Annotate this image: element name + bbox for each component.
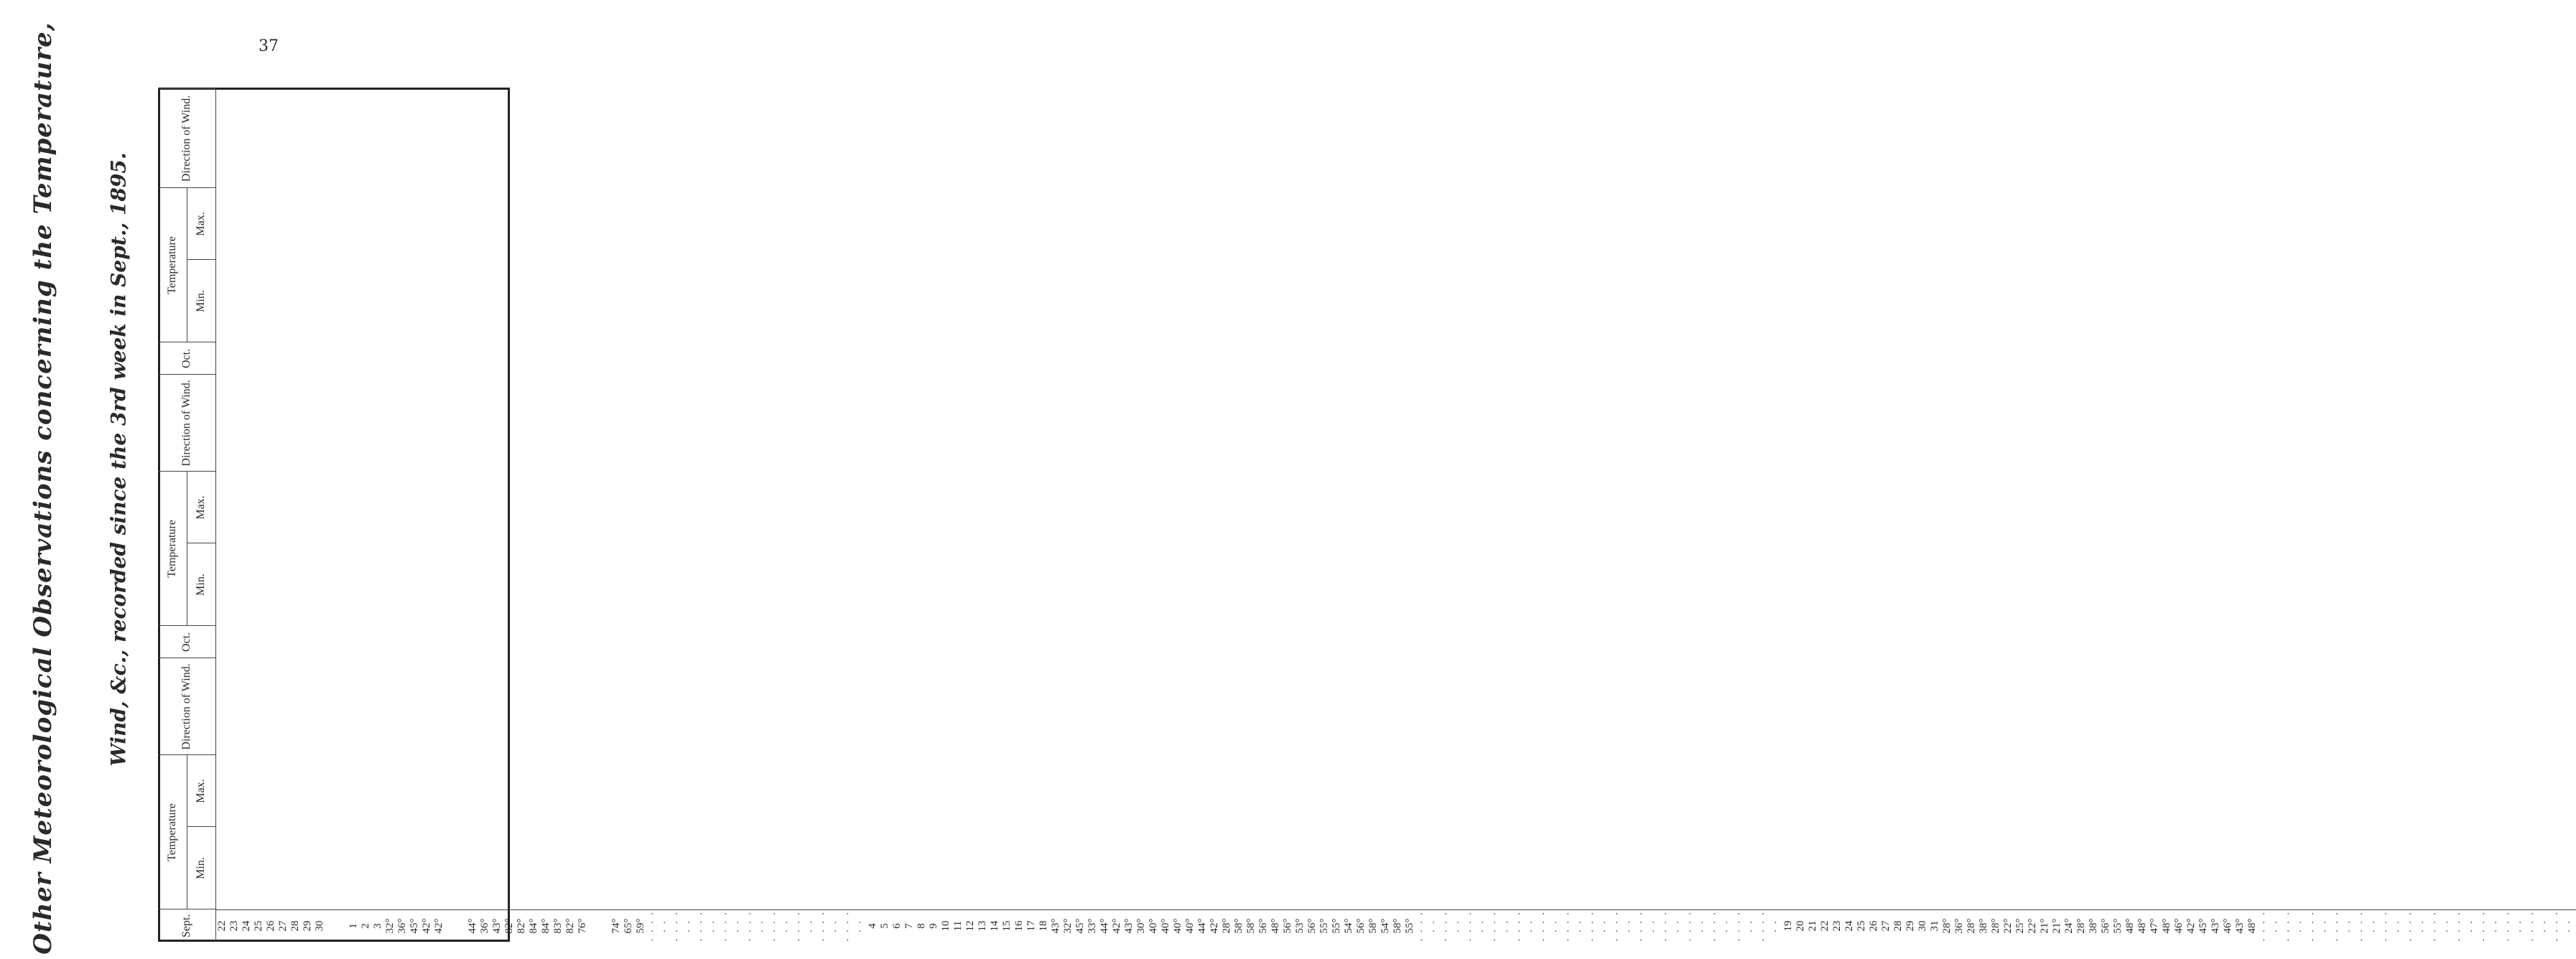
dotted-leader: · · · · · · <box>1538 910 1562 942</box>
header-min-1: Min. <box>187 827 215 909</box>
date-cell: 2 <box>359 923 371 929</box>
min-cell: 43° <box>1049 918 1061 934</box>
dotted-leader: · · · · · · <box>794 910 817 942</box>
dotted-leader: · · · · · · <box>2405 910 2429 942</box>
dotted-leader: · · · · · · <box>647 910 671 942</box>
max-cell: 56° <box>1306 918 1318 934</box>
min-cell: 42° <box>420 918 432 934</box>
dotted-leader: · · · · · · <box>1660 910 1684 942</box>
dotted-leader: · · · · · · <box>1685 910 1708 942</box>
max-cell: 56° <box>2099 918 2111 934</box>
date-cell: 27 <box>276 920 289 932</box>
max-cell: 55° <box>1318 918 1330 934</box>
max-cell: 42° <box>2185 918 2197 934</box>
min-cell: 42° <box>432 918 445 934</box>
date-cell: 16 <box>1013 920 1025 932</box>
dotted-leader: · · · · · · <box>696 910 720 942</box>
min-cell: 28° <box>1965 918 1977 934</box>
min-cell: 28° <box>2075 918 2087 934</box>
min-cell: 42° <box>1110 918 1122 934</box>
min-cell: 40° <box>1147 918 1159 934</box>
date-cell: 5 <box>878 923 891 929</box>
max-cell: 65° <box>622 918 634 934</box>
min-cell: 43° <box>1122 918 1135 934</box>
min-column <box>1050 909 1233 942</box>
max-cell: 56° <box>1281 918 1293 934</box>
dotted-leader: · · · · · · <box>2307 910 2331 942</box>
header-wind-3: Direction of Wind. <box>158 89 215 188</box>
date-cell: 15 <box>1000 920 1013 932</box>
dotted-leader: · · · · · · <box>1441 910 1464 942</box>
min-cell: 25° <box>2014 918 2026 934</box>
dotted-leader: · · · · · · <box>2381 910 2404 942</box>
header-wind-1: Direction of Wind. <box>158 658 215 755</box>
date-cell: 25 <box>252 920 264 932</box>
max-cell: 48° <box>2160 918 2172 934</box>
date-cell: 14 <box>988 920 1000 932</box>
max-cell: 45° <box>2197 918 2209 934</box>
page-number: 37 <box>259 37 279 55</box>
min-cell: 32° <box>383 918 396 934</box>
dotted-leader: · · · · · · <box>671 910 695 942</box>
dates-column <box>1782 909 1941 942</box>
date-cell: 21 <box>1806 920 1818 932</box>
min-cell: 22° <box>2001 918 2014 934</box>
max-cell: 82° <box>503 918 515 934</box>
max-cell: 53° <box>1293 918 1306 934</box>
dotted-leader: · · · · · · <box>2552 910 2575 942</box>
header-oct-2: Oct. <box>158 342 215 375</box>
page-subtitle: Wind, &c., recorded since the 3rd week in Sept., 1895. <box>106 152 131 767</box>
date-cell: 12 <box>964 920 976 932</box>
date-cell: 1 <box>347 923 359 929</box>
date-cell: 17 <box>1025 920 1037 932</box>
max-cell: 48° <box>2246 918 2258 934</box>
dotted-leader: · · · · · · <box>1612 910 1635 942</box>
dotted-leader: · · · · · · <box>1709 910 1733 942</box>
header-sept: Sept. <box>158 909 215 942</box>
max-cell: 54° <box>1342 918 1354 934</box>
min-cell: 38° <box>1977 918 1989 934</box>
date-cell: 24 <box>240 920 252 932</box>
max-cell: 58° <box>1245 918 1257 934</box>
dates-column <box>216 909 384 942</box>
max-cell: 48° <box>1269 918 1281 934</box>
min-cell: 45° <box>408 918 420 934</box>
min-cell: 40° <box>1159 918 1171 934</box>
max-cell: 43° <box>2233 918 2246 934</box>
max-cell: 54° <box>1379 918 1391 934</box>
header-min-3: Min. <box>187 260 215 342</box>
date-cell: 9 <box>927 923 939 929</box>
dotted-leader: · · · · · · <box>2527 910 2551 942</box>
date-cell: 23 <box>1831 920 1843 932</box>
min-cell: 36° <box>478 918 490 934</box>
date-cell: 6 <box>891 923 903 929</box>
max-cell: 58° <box>1391 918 1403 934</box>
dotted-leader: · · · · · · <box>2454 910 2478 942</box>
min-cell: 40° <box>1184 918 1196 934</box>
dotted-leader: · · · · · · <box>720 910 744 942</box>
header-oct-1: Oct. <box>158 626 215 658</box>
dotted-leader: · · · · · · <box>2429 910 2453 942</box>
date-cell: 30 <box>1916 920 1928 932</box>
observations-grid <box>158 88 2576 942</box>
dotted-leader: · · · · · · <box>1734 910 1757 942</box>
date-cell: 20 <box>1794 920 1806 932</box>
page-title: Other Meteorological Observations concerning the Temperature, <box>29 22 57 955</box>
date-cell: 11 <box>952 920 964 932</box>
header-max-3: Max. <box>187 188 215 260</box>
dotted-leader: · · · · · · <box>2283 910 2307 942</box>
dotted-leader: · · · · · · <box>1587 910 1611 942</box>
dotted-leader: · · · · · · <box>818 910 842 942</box>
date-cell: 30 <box>313 920 325 932</box>
max-cell: 83° <box>552 918 564 934</box>
max-cell: 46° <box>2221 918 2233 934</box>
date-cell: 27 <box>1879 920 1892 932</box>
dotted-leader: · · · · · · <box>769 910 793 942</box>
max-cell: 55° <box>1330 918 1342 934</box>
min-cell: 44° <box>1098 918 1110 934</box>
max-cell: 59° <box>634 918 646 934</box>
dotted-leader: · · · · · · <box>1563 910 1586 942</box>
min-cell: 28° <box>1940 918 1953 934</box>
max-cell: 56° <box>1257 918 1269 934</box>
dotted-leader: · · · · · · <box>842 910 866 942</box>
header-max-1: Max. <box>187 755 215 827</box>
date-cell: 26 <box>1867 920 1879 932</box>
header-wind-2: Direction of Wind. <box>158 375 215 472</box>
max-cell: 74° <box>610 918 622 934</box>
wind-column <box>647 909 867 942</box>
dotted-leader: · · · · · · <box>1465 910 1489 942</box>
max-column <box>503 909 647 942</box>
max-cell: 76° <box>576 918 588 934</box>
min-cell: 24° <box>2063 918 2075 934</box>
date-cell: 29 <box>1904 920 1916 932</box>
min-cell: 28° <box>1220 918 1232 934</box>
min-cell: 28° <box>1989 918 2001 934</box>
max-column <box>2100 909 2259 942</box>
min-cell: 30° <box>1135 918 1147 934</box>
min-cell: 36° <box>1953 918 1965 934</box>
dotted-leader: · · · · · · <box>745 910 768 942</box>
date-cell: 28 <box>1892 920 1904 932</box>
max-cell: 46° <box>2172 918 2185 934</box>
max-cell: 56° <box>1354 918 1367 934</box>
date-cell: 26 <box>264 920 276 932</box>
min-cell: 42° <box>1208 918 1220 934</box>
dotted-leader: · · · · · · <box>2332 910 2356 942</box>
date-cell: 18 <box>1037 920 1049 932</box>
dotted-leader: · · · · · · <box>1489 910 1513 942</box>
observations-table <box>158 89 2575 942</box>
max-cell: 58° <box>1367 918 1379 934</box>
max-cell: 58° <box>1232 918 1245 934</box>
max-cell: 84° <box>527 918 539 934</box>
date-cell: 22 <box>1818 920 1831 932</box>
date-cell: 4 <box>866 923 878 929</box>
date-cell: 22 <box>215 920 228 932</box>
date-cell: 31 <box>1928 920 1940 932</box>
min-cell: 40° <box>1171 918 1184 934</box>
min-cell: 22° <box>2026 918 2038 934</box>
min-cell: 45° <box>1074 918 1086 934</box>
dotted-leader: · · · · · · <box>2356 910 2380 942</box>
min-cell: 32° <box>1061 918 1074 934</box>
max-cell: 55° <box>2111 918 2124 934</box>
min-cell: 44° <box>1196 918 1208 934</box>
date-cell: 29 <box>301 920 313 932</box>
header-temperature-2: Temperature <box>158 472 187 626</box>
date-cell: 8 <box>915 923 927 929</box>
dotted-leader: · · · · · · <box>2503 910 2526 942</box>
min-cell: 38° <box>2087 918 2099 934</box>
max-cell: 82° <box>564 918 576 934</box>
dotted-leader: · · · · · · <box>2259 910 2282 942</box>
date-cell: 3 <box>371 923 383 929</box>
max-cell: 82° <box>515 918 527 934</box>
header-temperature-3: Temperature <box>158 188 187 342</box>
dotted-leader: · · · · · · <box>1416 910 1440 942</box>
date-cell: 13 <box>976 920 988 932</box>
max-cell: 55° <box>1403 918 1415 934</box>
date-cell: 23 <box>228 920 240 932</box>
min-cell: 21° <box>2038 918 2050 934</box>
min-cell: 44° <box>466 918 478 934</box>
max-cell: 47° <box>2148 918 2160 934</box>
spacer <box>326 910 348 942</box>
date-cell: 10 <box>939 920 952 932</box>
dates-column <box>867 909 1050 942</box>
dotted-leader: · · · · · · <box>1636 910 1660 942</box>
date-cell: 25 <box>1855 920 1867 932</box>
date-cell: 19 <box>1782 920 1794 932</box>
max-cell: 84° <box>539 918 552 934</box>
date-cell: 24 <box>1843 920 1855 932</box>
min-cell: 21° <box>2050 918 2063 934</box>
date-cell: 28 <box>289 920 301 932</box>
wind-column <box>1416 909 1782 942</box>
header-max-2: Max. <box>187 472 215 543</box>
header-temperature-1: Temperature <box>158 755 187 909</box>
min-cell: 33° <box>1086 918 1098 934</box>
spacer <box>445 910 467 942</box>
max-cell: 48° <box>2124 918 2136 934</box>
date-cell: 7 <box>903 923 915 929</box>
min-cell: 43° <box>490 918 503 934</box>
dotted-leader: · · · · · · <box>1758 910 1782 942</box>
max-column <box>1233 909 1416 942</box>
min-column <box>384 909 503 942</box>
min-cell: 36° <box>396 918 408 934</box>
min-column <box>1941 909 2100 942</box>
spacer <box>589 910 610 942</box>
dotted-leader: · · · · · · <box>2478 910 2502 942</box>
max-cell: 48° <box>2136 918 2148 934</box>
dotted-leader: · · · · · · <box>1514 910 1538 942</box>
max-cell: 43° <box>2209 918 2221 934</box>
header-min-2: Min. <box>187 543 215 626</box>
wind-column <box>2259 909 2576 942</box>
